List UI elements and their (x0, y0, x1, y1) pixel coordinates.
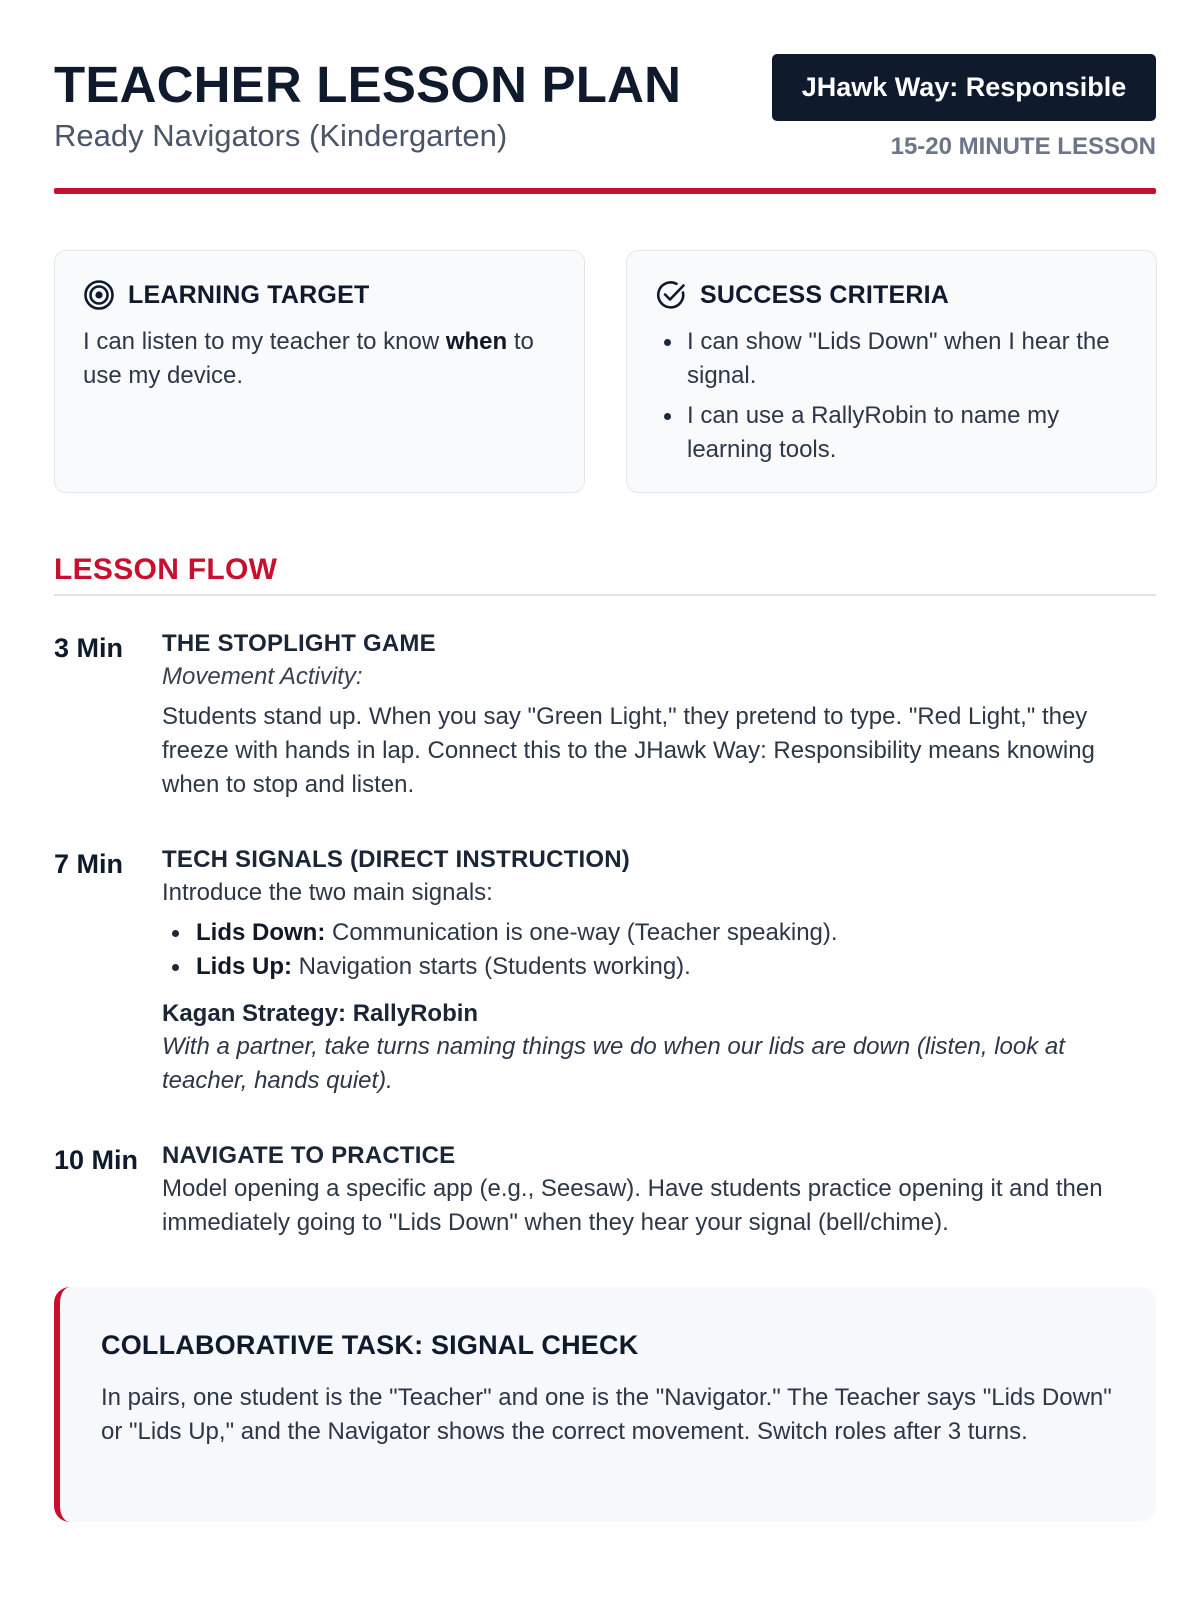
check-circle-icon (655, 279, 687, 311)
list-item: I can show "Lids Down" when I hear the signal. (655, 325, 1128, 393)
header-divider (54, 188, 1156, 194)
list-item: Lids Up: Navigation starts (Students working). (162, 950, 1156, 984)
step-title: TECH SIGNALS (DIRECT INSTRUCTION) (162, 846, 630, 873)
step-time: 7 Min (54, 849, 124, 879)
collaborative-task-title: COLLABORATIVE TASK: SIGNAL CHECK (101, 1330, 639, 1360)
collaborative-task-text: In pairs, one student is the "Teacher" and one is the "Navigator." The Teacher says "Lids Down" or "Lids Up," and the Navigator shows the correct movement. Switch roles after 3 turns. (101, 1384, 1112, 1445)
target-icon (83, 279, 115, 311)
step-text: Students stand up. When you say "Green Light," they pretend to type. "Red Light," they freeze with hands in lap. Connect this to the JHawk Way: Responsibility means knowing when to stop and listen. (162, 703, 1095, 798)
jhawk-way-badge: JHawk Way: Responsible (772, 54, 1156, 121)
step-time: 10 Min (54, 1145, 139, 1175)
lesson-flow-heading: LESSON FLOW (54, 553, 278, 586)
signals-list (162, 916, 1156, 984)
collaborative-task-box (54, 1287, 1156, 1522)
step-subtitle: Movement Activity: (162, 663, 363, 690)
success-criteria-card (626, 250, 1157, 493)
page-title: TEACHER LESSON PLAN (54, 56, 682, 113)
success-criteria-list (655, 325, 1128, 467)
step-intro: Introduce the two main signals: (162, 879, 493, 906)
lesson-duration: 15-20 MINUTE LESSON (890, 133, 1156, 160)
list-item: I can use a RallyRobin to name my learning tools. (655, 399, 1128, 467)
step-title: THE STOPLIGHT GAME (162, 630, 436, 657)
list-item: Lids Down: Communication is one-way (Teacher speaking). (162, 916, 1156, 950)
learning-target-label: LEARNING TARGET (128, 280, 370, 309)
lesson-flow-divider (54, 594, 1156, 596)
page-subtitle: Ready Navigators (Kindergarten) (54, 118, 508, 153)
learning-target-card (54, 250, 585, 493)
step-title: NAVIGATE TO PRACTICE (162, 1142, 456, 1169)
learning-target-text: I can listen to my teacher to know when to use my device. (83, 328, 534, 389)
success-criteria-label: SUCCESS CRITERIA (700, 280, 950, 309)
lesson-header (54, 54, 1156, 194)
step-text: Model opening a specific app (e.g., Seesaw). Have students practice opening it and then immediately going to "Lids Down" when they hear your signal (bell/chime). (162, 1175, 1103, 1236)
step-time: 3 Min (54, 633, 124, 663)
strategy-title: Kagan Strategy: RallyRobin (162, 1000, 479, 1027)
strategy-text: With a partner, take turns naming things we do when our lids are down (listen, look at teacher, hands quiet). (162, 1033, 1065, 1094)
